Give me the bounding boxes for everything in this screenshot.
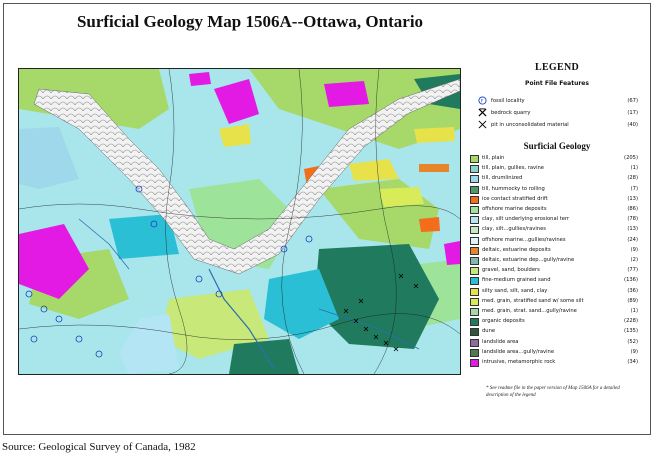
stratified-sand-area (379, 187, 424, 207)
legend-unit-count: (13) (627, 195, 638, 202)
legend-unit-label: deltaic, estuarine dep...gully/ravine (482, 257, 575, 263)
point-feature-count: (40) (627, 122, 638, 128)
organic-deposits-area (229, 339, 299, 374)
legend-unit-row[interactable] (470, 359, 638, 368)
map-canvas[interactable] (18, 68, 461, 375)
legend-unit-row[interactable] (470, 206, 638, 215)
point-feature-row[interactable] (478, 97, 638, 107)
legend-unit-label: gravel, sand, boulders (482, 267, 540, 274)
point-feature-label: pit in unconsolidated material (491, 122, 569, 128)
legend-unit-label: till, drumlinized (482, 175, 523, 182)
legend-swatch (470, 349, 479, 357)
deltaic-area (419, 164, 449, 172)
legend-unit-count: (2) (630, 257, 638, 263)
legend-unit-count: (7) (630, 185, 638, 192)
legend-unit-label: offshore marine...gullies/ravines (482, 236, 566, 243)
legend-unit-label: fine-medium grained sand (482, 277, 551, 284)
pit-icon (478, 120, 487, 129)
legend-swatch (470, 339, 479, 347)
legend-unit-count: (24) (627, 236, 638, 243)
legend-unit-count: (136) (624, 277, 638, 284)
legend-unit-count: (78) (627, 216, 638, 223)
fossil-icon (478, 96, 487, 105)
legend-panel (468, 62, 646, 422)
legend-swatch (470, 318, 479, 326)
legend-unit-count: (52) (627, 338, 638, 345)
legend-swatch (470, 298, 479, 306)
legend-swatch (470, 247, 479, 255)
point-feature-row[interactable] (478, 109, 638, 119)
legend-swatch (470, 288, 479, 296)
legend-swatch (470, 216, 479, 224)
legend-unit-count: (1) (630, 165, 638, 172)
legend-unit-row[interactable] (470, 328, 638, 337)
point-feature-count: (67) (627, 98, 638, 104)
legend-unit-label: landslide area (482, 338, 519, 345)
legend-unit-row[interactable] (470, 155, 638, 164)
legend-unit-label: silty sand, silt, sand, clay (482, 287, 548, 294)
quarry-icon (478, 108, 487, 117)
point-feature-count: (17) (627, 110, 638, 116)
legend-unit-row[interactable] (470, 339, 638, 348)
legend-swatch (470, 175, 479, 183)
legend-unit-label: till, plain, gullies, ravine (482, 165, 544, 172)
point-features-heading: Point File Features (525, 80, 589, 87)
legend-swatch (470, 277, 479, 285)
svg-text:F: F (480, 99, 484, 105)
legend-unit-count: (9) (630, 348, 638, 355)
legend-unit-count: (205) (624, 155, 638, 161)
legend-title: LEGEND (534, 62, 580, 73)
legend-swatch (470, 237, 479, 245)
point-feature-row[interactable] (478, 121, 638, 131)
source-caption: Source: Geological Survey of Canada, 1982 (2, 441, 196, 453)
legend-unit-count: (9) (630, 246, 638, 253)
point-feature-label: fossil locality (491, 98, 525, 104)
legend-unit-count: (86) (627, 206, 638, 212)
legend-unit-row[interactable] (470, 308, 638, 317)
legend-swatch (470, 328, 479, 336)
legend-unit-count: (228) (624, 318, 638, 325)
legend-unit-row[interactable] (470, 267, 638, 276)
legend-unit-label: till, plain (482, 155, 505, 161)
legend-unit-row[interactable] (470, 349, 638, 358)
legend-unit-label: clay, silt underlying erosional terr (482, 216, 570, 223)
legend-swatch (470, 206, 479, 214)
footnote: * See readme file in the paper version of Map 1506A for a detailed description of the legend (486, 386, 620, 398)
legend-swatch (470, 308, 479, 316)
legend-unit-count: (135) (624, 328, 638, 335)
legend-unit-label: ice contact stratified drift (482, 195, 548, 202)
map-title: Surficial Geology Map 1506A--Ottawa, Ontario (76, 12, 424, 31)
legend-swatch (470, 196, 479, 204)
legend-unit-label: organic deposits (482, 318, 525, 325)
legend-unit-label: clay, silt...gullies/ravines (482, 226, 546, 233)
legend-unit-label: med. grain, stratified sand w/ some silt (482, 297, 584, 304)
legend-swatch (470, 257, 479, 265)
legend-swatch (470, 165, 479, 173)
legend-unit-label: offshore marine deposits (482, 206, 547, 212)
legend-swatch (470, 186, 479, 194)
legend-swatch (470, 359, 479, 367)
intrusive-rock-area (189, 72, 211, 86)
legend-swatch (470, 155, 479, 163)
point-feature-label: bedrock quarry (491, 110, 531, 116)
legend-unit-row[interactable] (470, 318, 638, 327)
legend-swatch (470, 267, 479, 275)
legend-unit-label: med. grain, strat. sand...gully/ravine (482, 308, 577, 314)
legend-unit-count: (34) (627, 359, 638, 365)
legend-unit-count: (36) (627, 287, 638, 294)
surficial-geology-heading: Surficial Geology (523, 141, 591, 151)
legend-unit-row[interactable] (470, 237, 638, 246)
legend-unit-label: till, hummocky to rolling (482, 185, 545, 192)
legend-unit-count: (77) (627, 267, 638, 274)
legend-unit-count: (89) (627, 297, 638, 304)
legend-unit-label: intrusive, metamorphic rock (482, 359, 556, 365)
legend-unit-row[interactable] (470, 277, 638, 286)
legend-unit-row[interactable] (470, 175, 638, 184)
legend-unit-row[interactable] (470, 247, 638, 256)
legend-unit-count: (1) (630, 308, 638, 314)
legend-unit-label: dune (482, 328, 496, 335)
silty-sand-area (414, 127, 455, 143)
intrusive-rock-area (324, 81, 369, 107)
legend-unit-row[interactable] (470, 226, 638, 235)
map-svg (19, 69, 460, 374)
legend-unit-row[interactable] (470, 257, 638, 266)
legend-swatch (470, 226, 479, 234)
legend-unit-label: landslide area...gully/ravine (482, 348, 555, 355)
legend-unit-row[interactable] (470, 288, 638, 297)
legend-unit-row[interactable] (470, 196, 638, 205)
legend-unit-row[interactable] (470, 216, 638, 225)
legend-unit-count: (13) (627, 226, 638, 233)
legend-unit-row[interactable] (470, 186, 638, 195)
ice-contact-area (419, 217, 440, 232)
legend-unit-row[interactable] (470, 165, 638, 174)
legend-unit-count: (28) (627, 175, 638, 182)
legend-unit-label: deltaic, estuarine deposits (482, 246, 551, 253)
legend-unit-row[interactable] (470, 298, 638, 307)
